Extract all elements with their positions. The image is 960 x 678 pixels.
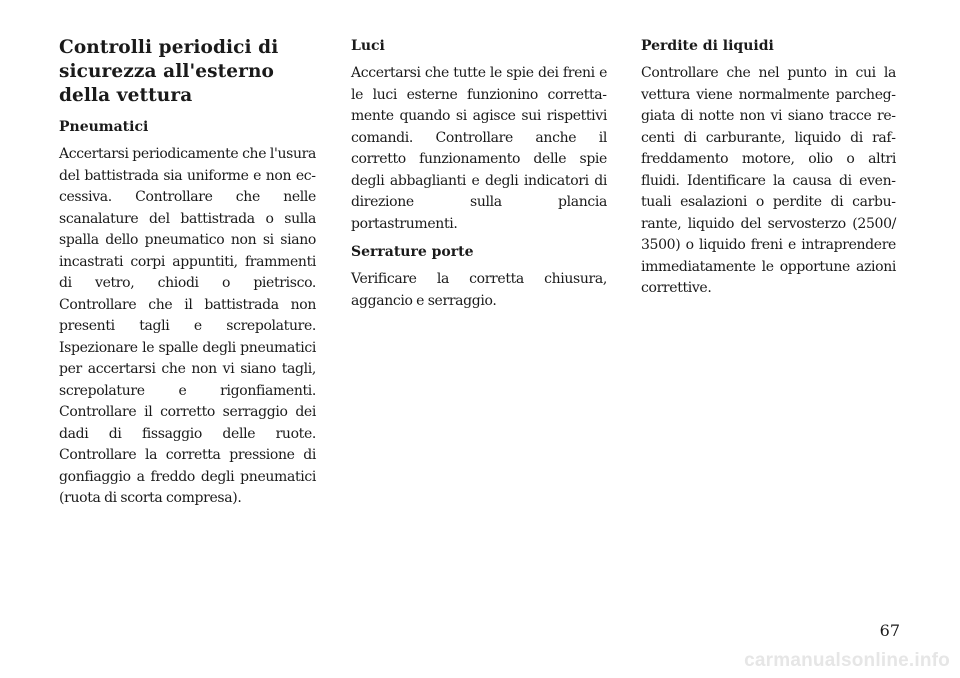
- paragraph-serrature-porte: Verificare la corretta chiusura, aggancio e serraggio.: [351, 271, 607, 309]
- subheading-perdite-liquidi: Perdite di liquidi: [641, 38, 774, 54]
- column-left: [59, 36, 316, 517]
- subheading-pneumatici: Pneumatici: [59, 119, 149, 135]
- page-number: 67: [879, 621, 900, 640]
- column-middle: [351, 36, 607, 319]
- watermark: carmanualsonline.info: [744, 650, 950, 671]
- subheading-luci: Luci: [351, 38, 385, 54]
- column-right: [641, 36, 896, 307]
- paragraph-luci: Accertarsi che tutte le spie dei freni e le luci esterne funzionino correttamente quando si agisce sui rispettivi comandi. Controllare anche il corretto funzionamento delle spie degli abbaglianti e degli indicatori di direzione sulla plancia portastrumenti.: [351, 65, 607, 232]
- section-title: Controlli periodici di sicurezza all'esterno della vettura: [59, 37, 279, 106]
- paragraph-perdite-liquidi: Controllare che nel punto in cui la vettura viene normalmente parcheggiata di notte non vi siano tracce recenti di carburante, liquido di raffreddamento motore, olio o altri fluidi. Identificare la causa di eventuali esalazioni o perdite di carburante, liquido del servosterzo (2500/ 3500) o liquido freni e intraprendere immediatamente le opportune azioni correttive.: [641, 65, 896, 296]
- subheading-serrature-porte: Serrature porte: [351, 244, 474, 260]
- paragraph-pneumatici: Accertarsi periodicamente che l'usura del battistrada sia uniforme e non eccessiva. Controllare che nelle scanalature del battistrada o sulla spalla dello pneumatico non si siano incastrati corpi appuntiti, frammenti di vetro, chiodi o pietrisco. Controllare che il battistrada non presenti tagli e screpolature. Ispezionare le spalle degli pneumatici per accertarsi che non vi siano tagli, screpolature e rigonfiamenti. Controllare il corretto serraggio dei dadi di fissaggio delle ruote. Controllare la corretta pressione di gonfiaggio a freddo degli pneumatici (ruota di scorta compresa).: [59, 146, 316, 506]
